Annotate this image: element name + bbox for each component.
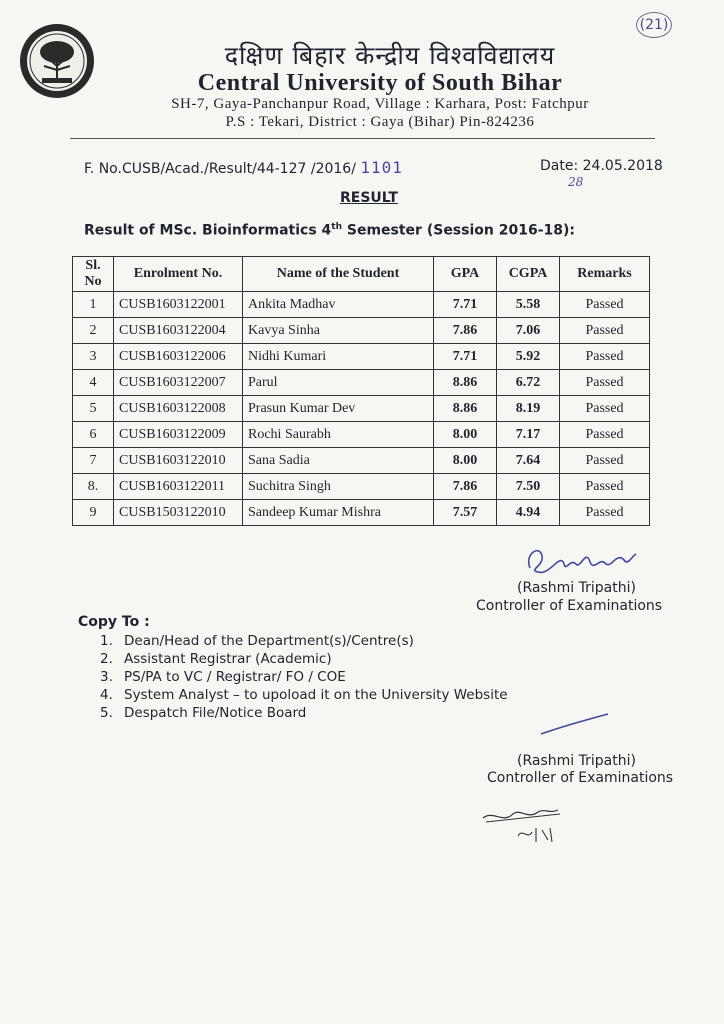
list-item-text: Dean/Head of the Department(s)/Centre(s) — [124, 633, 414, 649]
cell-name: Prasun Kumar Dev — [243, 396, 434, 422]
table-row — [73, 344, 650, 370]
list-item-number: 4. — [100, 687, 113, 703]
result-table — [72, 256, 650, 526]
cell-remarks: Passed — [560, 370, 650, 396]
cell-sl: 6 — [73, 422, 114, 448]
cell-sl: 3 — [73, 344, 114, 370]
copy-to-list — [100, 632, 508, 722]
cell-sl: 8. — [73, 474, 114, 500]
cell-cgpa: 7.64 — [497, 448, 560, 474]
table-row — [73, 422, 650, 448]
university-seal-logo — [18, 22, 96, 100]
cell-sl: 7 — [73, 448, 114, 474]
list-item — [100, 650, 508, 668]
file-number — [84, 158, 403, 177]
result-description-suffix: Semester (Session 2016-18): — [342, 222, 575, 239]
signatory-title-2: Controller of Examinations — [487, 770, 674, 786]
cell-remarks: Passed — [560, 448, 650, 474]
header-gpa: GPA — [434, 257, 497, 292]
signatory-name-2: (Rashmi Tripathi) — [517, 753, 636, 769]
list-item-number: 1. — [100, 633, 113, 649]
cell-name: Parul — [243, 370, 434, 396]
cell-enrolment: CUSB1603122004 — [114, 318, 243, 344]
cell-remarks: Passed — [560, 500, 650, 526]
cell-cgpa: 5.92 — [497, 344, 560, 370]
address-line-2: P.S : Tekari, District : Gaya (Bihar) Pin-824236 — [225, 114, 535, 130]
file-number-text: F. No.CUSB/Acad./Result/44-127 /2016/ — [84, 161, 356, 177]
cell-sl: 1 — [73, 292, 114, 318]
cell-name: Ankita Madhav — [243, 292, 434, 318]
cell-name: Rochi Saurabh — [243, 422, 434, 448]
table-row — [73, 474, 650, 500]
cell-gpa: 8.86 — [434, 370, 497, 396]
table-header-row — [73, 257, 650, 292]
cell-remarks: Passed — [560, 422, 650, 448]
table-row — [73, 318, 650, 344]
date — [540, 158, 663, 174]
university-name-english: Central University of South Bihar — [197, 70, 563, 96]
date-label: Date: — [540, 158, 583, 174]
cell-gpa: 7.71 — [434, 344, 497, 370]
list-item-text: PS/PA to VC / Registrar/ FO / COE — [124, 669, 346, 685]
cell-sl: 9 — [73, 500, 114, 526]
cell-remarks: Passed — [560, 396, 650, 422]
list-item — [100, 686, 508, 704]
result-description-prefix: Result of MSc. Bioinformatics 4 — [84, 222, 332, 239]
cell-enrolment: CUSB1603122001 — [114, 292, 243, 318]
cell-cgpa: 8.19 — [497, 396, 560, 422]
header-remarks: Remarks — [560, 257, 650, 292]
cell-cgpa: 5.58 — [497, 292, 560, 318]
cell-remarks: Passed — [560, 474, 650, 500]
cell-remarks: Passed — [560, 292, 650, 318]
table-row — [73, 292, 650, 318]
signatory-title-1: Controller of Examinations — [476, 598, 663, 614]
date-value: 24.05.2018 — [582, 158, 663, 174]
header-divider — [70, 138, 655, 139]
cell-enrolment: CUSB1603122009 — [114, 422, 243, 448]
cell-remarks: Passed — [560, 318, 650, 344]
header-student-name: Name of the Student — [243, 257, 434, 292]
cell-remarks: Passed — [560, 344, 650, 370]
cell-cgpa: 4.94 — [497, 500, 560, 526]
date-annotation: 28 — [568, 175, 584, 189]
cell-gpa: 8.00 — [434, 422, 497, 448]
signature-2 — [538, 710, 613, 740]
cell-name: Sandeep Kumar Mishra — [243, 500, 434, 526]
cell-name: Kavya Sinha — [243, 318, 434, 344]
list-item-number: 3. — [100, 669, 113, 685]
cell-gpa: 7.86 — [434, 474, 497, 500]
header-enrolment: Enrolment No. — [114, 257, 243, 292]
cell-name: Suchitra Singh — [243, 474, 434, 500]
list-item — [100, 632, 508, 650]
cell-sl: 4 — [73, 370, 114, 396]
university-name-hindi: दक्षिण बिहार केन्द्रीय विश्वविद्यालय — [224, 41, 556, 70]
signatory-name-1: (Rashmi Tripathi) — [517, 580, 636, 596]
cell-cgpa: 6.72 — [497, 370, 560, 396]
result-description-sup: th — [331, 222, 342, 232]
list-item — [100, 704, 508, 722]
handwritten-receipt-scribble — [478, 800, 568, 850]
table-row — [73, 396, 650, 422]
cell-cgpa: 7.50 — [497, 474, 560, 500]
list-item-number: 2. — [100, 651, 113, 667]
cell-enrolment: CUSB1603122010 — [114, 448, 243, 474]
page-number-mark: (21) — [636, 12, 672, 38]
cell-name: Nidhi Kumari — [243, 344, 434, 370]
cell-enrolment: CUSB1503122010 — [114, 500, 243, 526]
copy-to-heading: Copy To : — [78, 614, 150, 630]
cell-enrolment: CUSB1603122011 — [114, 474, 243, 500]
file-number-handwritten: 1101 — [360, 158, 403, 177]
cell-gpa: 7.71 — [434, 292, 497, 318]
cell-cgpa: 7.06 — [497, 318, 560, 344]
list-item-text: Despatch File/Notice Board — [124, 705, 307, 721]
list-item-text: System Analyst – to upoload it on the University Website — [124, 687, 508, 703]
list-item-text: Assistant Registrar (Academic) — [124, 651, 332, 667]
signature-1 — [520, 538, 640, 584]
cell-gpa: 8.86 — [434, 396, 497, 422]
cell-gpa: 7.86 — [434, 318, 497, 344]
result-description — [84, 222, 575, 239]
list-item-number: 5. — [100, 705, 113, 721]
cell-enrolment: CUSB1603122008 — [114, 396, 243, 422]
cell-sl: 2 — [73, 318, 114, 344]
address-line-1: SH-7, Gaya-Panchanpur Road, Village : Karhara, Post: Fatchpur — [171, 96, 589, 112]
cell-cgpa: 7.17 — [497, 422, 560, 448]
cell-gpa: 8.00 — [434, 448, 497, 474]
cell-sl: 5 — [73, 396, 114, 422]
cell-name: Sana Sadia — [243, 448, 434, 474]
header-cgpa: CGPA — [497, 257, 560, 292]
table-row — [73, 370, 650, 396]
cell-enrolment: CUSB1603122006 — [114, 344, 243, 370]
cell-gpa: 7.57 — [434, 500, 497, 526]
table-row — [73, 500, 650, 526]
cell-enrolment: CUSB1603122007 — [114, 370, 243, 396]
table-row — [73, 448, 650, 474]
result-heading: RESULT — [340, 190, 398, 206]
header-sl-no: Sl. No — [73, 257, 114, 292]
list-item — [100, 668, 508, 686]
